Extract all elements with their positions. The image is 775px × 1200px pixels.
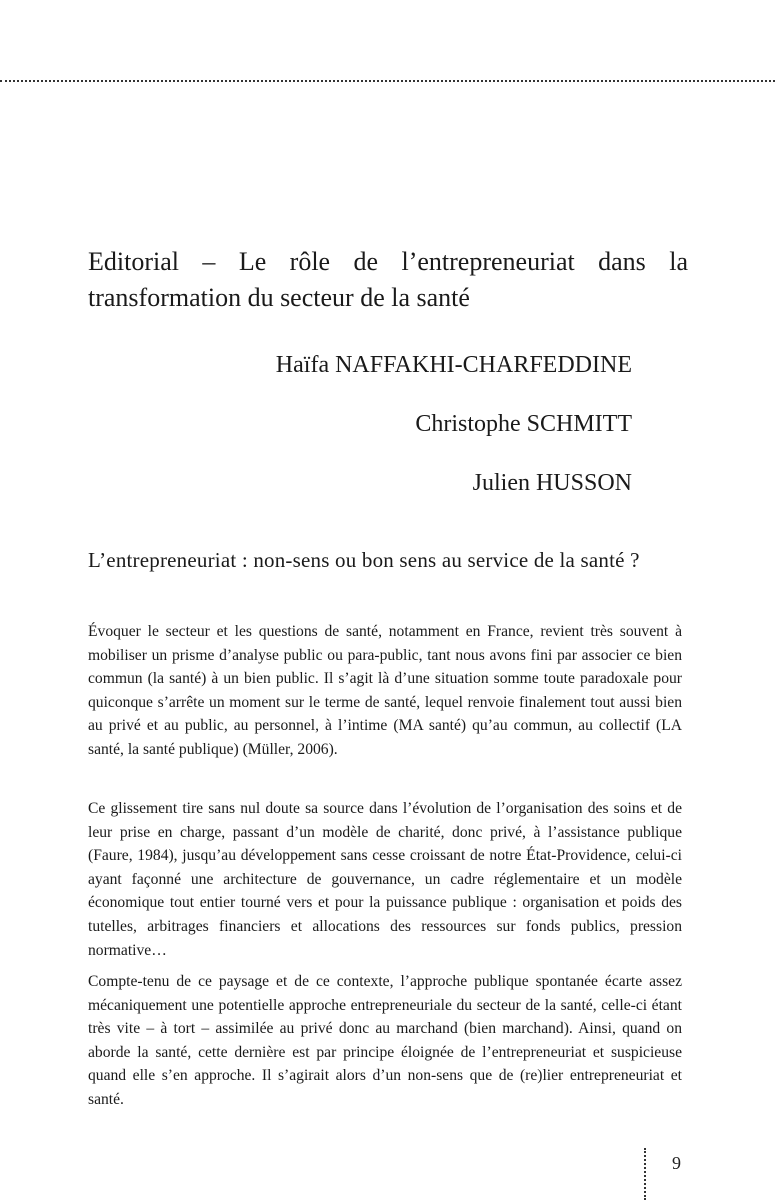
body-paragraph: Évoquer le secteur et les questions de santé, notamment en France, revient très souvent à mobiliser un prisme d’analyse public ou para-public, tant nous avons fini par associer ce bien commun (la santé) à un bien public. Il s’agit là d’une situation somme toute paradoxale pour quiconque s’arrête un moment sur le terme de santé, lequel renvoie finalement tout aussi bien au privé et au public, au personnel, à l’intime (MA santé) qu’au commun, au collectif (LA santé, la santé publique) (Müller, 2006). <box>88 623 682 758</box>
body-paragraph: Ce glissement tire sans nul doute sa source dans l’évolution de l’organisation des soins et de leur prise en charge, passant d’un modèle de charité, donc privé, à l’assistance publique (Faure, 1984), jusqu’au développement sans cesse croissant de notre État-Providence, celui-ci ayant façonné une architecture de gouvernance, un cadre réglementaire et un modèle économique tout entier tourné vers et pour la puissance publique : organisation et poids des tutelles, arbitrages financiers et allocations des ressources sur fonds publics, pression normative… <box>88 800 682 959</box>
author-name: Christophe SCHMITT <box>415 411 632 437</box>
author-name: Julien HUSSON <box>472 470 632 496</box>
top-dotted-rule <box>0 80 775 82</box>
article-title: Editorial – Le rôle de l’entrepreneuriat dans la transformation du secteur de la santé <box>88 247 688 312</box>
body-paragraph: Compte-tenu de ce paysage et de ce contexte, l’approche publique spontanée écarte assez mécaniquement une potentielle approche entrepreneuriale du secteur de la santé, celle-ci étant très vite – à tort – assimilée au privé donc au marchand (bien marchand). Ainsi, quand on aborde la santé, cette dernière est par principe éloignée de l’entrepreneuriat et suspicieuse quand elle s’en approche. Il s’agirait alors d’un non-sens que de (re)lier entrepreneuriat et santé. <box>88 973 682 1108</box>
page-number: 9 <box>672 1153 681 1173</box>
section-heading: L’entrepreneuriat : non-sens ou bon sens au service de la santé ? <box>88 548 640 572</box>
footer-dotted-rule <box>644 1148 646 1200</box>
author-name: Haïfa NAFFAKHI-CHARFEDDINE <box>275 352 632 378</box>
